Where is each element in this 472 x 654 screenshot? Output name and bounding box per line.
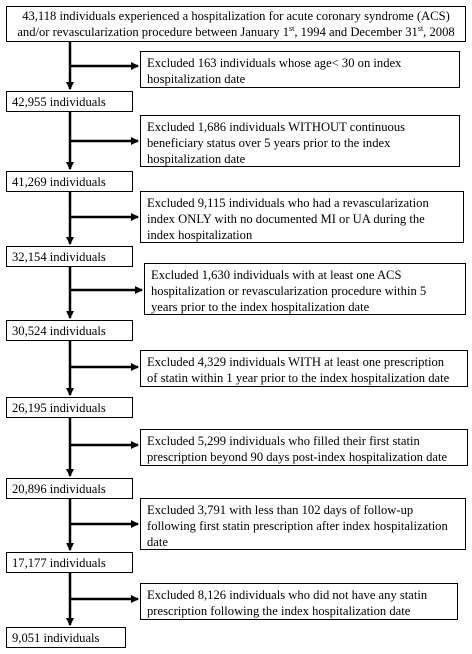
exclusion-box-6 xyxy=(140,429,468,466)
exclusion-box-8 xyxy=(140,583,458,620)
exclusion-line: index hospitalization xyxy=(147,228,253,242)
count-box-6: 20,896 individuals xyxy=(6,478,133,499)
exclusion-line: hospitalization date xyxy=(147,72,246,86)
exclusion-line: following first statin prescription after index hospitalization xyxy=(147,519,448,533)
exclusion-line: Excluded 1,686 individuals WITHOUT continuous xyxy=(147,120,406,134)
count-box-1: 42,955 individuals xyxy=(6,91,133,112)
exclusion-line: date xyxy=(147,535,168,549)
exclusion-line: Excluded 9,115 individuals who had a revascularization xyxy=(147,196,429,210)
count-box-5: 26,195 individuals xyxy=(6,397,133,418)
exclusion-box-7 xyxy=(140,498,466,550)
exclusion-line: prescription beyond 90 days post-index hospitalization date xyxy=(147,450,448,464)
exclusion-line: Excluded 1,630 individuals with at least one ACS xyxy=(151,268,402,282)
count-box-8: 9,051 individuals xyxy=(6,627,126,648)
exclusion-box-4 xyxy=(144,263,466,315)
start-box xyxy=(6,6,466,42)
exclusion-box-2 xyxy=(140,115,460,167)
exclusion-line: Excluded 8,126 individuals who did not have any statin xyxy=(147,588,428,602)
count-box-2: 41,269 individuals xyxy=(6,171,133,192)
exclusion-line: Excluded 163 individuals whose age< 30 on index xyxy=(147,56,402,70)
exclusion-line: prescription following the index hospitalization date xyxy=(147,604,411,618)
exclusion-box-3 xyxy=(140,191,464,243)
start-line-1: 43,118 individuals experienced a hospitalization for acute coronary syndrome (ACS) xyxy=(22,9,450,23)
exclusion-line: Excluded 3,791 with less than 102 days of follow-up xyxy=(147,503,414,517)
start-line-2: and/or revascularization procedure between January 1st, 1994 and December 31st, 2008 xyxy=(17,23,455,39)
exclusion-line: Excluded 5,299 individuals who filled their first statin xyxy=(147,434,420,448)
exclusion-box-5 xyxy=(140,350,468,387)
count-box-4: 30,524 individuals xyxy=(6,320,133,341)
count-box-7: 17,177 individuals xyxy=(6,552,133,573)
exclusion-line: hospitalization date xyxy=(147,152,246,166)
count-box-3: 32,154 individuals xyxy=(6,246,133,267)
exclusion-line: hospitalization or revascularization procedure within 5 xyxy=(151,284,427,298)
exclusion-line: index ONLY with no documented MI or UA during the xyxy=(147,212,425,226)
exclusion-line: years prior to the index hospitalization date xyxy=(151,300,370,314)
exclusion-line: beneficiary status over 5 years prior to the index xyxy=(147,136,391,150)
exclusion-line: Excluded 4,329 individuals WITH at least one prescription xyxy=(147,355,445,369)
exclusion-line: of statin within 1 year prior to the index hospitalization date xyxy=(147,371,450,385)
exclusion-box-1 xyxy=(140,51,460,88)
